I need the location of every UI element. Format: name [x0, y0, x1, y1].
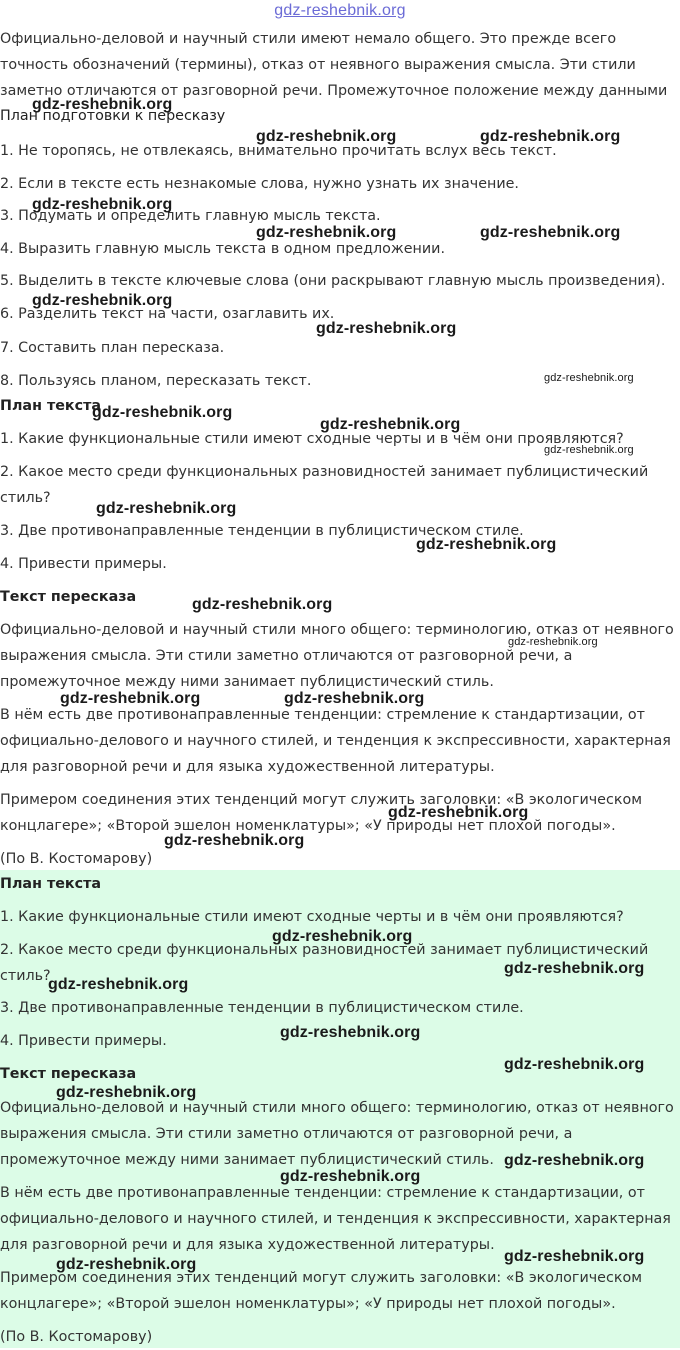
prep-plan-item: 3. Подумать и определить главную мысль текста.	[0, 208, 381, 224]
answer-plan-item: 1. Какие функциональные стили имеют сходные черты и в чём они проявляются?	[0, 909, 624, 925]
watermark: gdz-reshebnik.org	[96, 500, 237, 517]
prep-plan-item: 7. Составить план пересказа.	[0, 340, 225, 356]
retelling-title: Текст пересказа	[0, 589, 137, 605]
watermark: gdz-reshebnik.org	[32, 292, 173, 309]
watermark: gdz-reshebnik.org	[504, 960, 645, 977]
answer-plan-item: 4. Привести примеры.	[0, 1033, 167, 1049]
watermark: gdz-reshebnik.org	[316, 320, 457, 337]
text-plan-title: План текста	[0, 398, 102, 414]
watermark: gdz-reshebnik.org	[284, 690, 425, 707]
watermark: gdz-reshebnik.org	[256, 128, 397, 145]
answer-paragraph: Официально-деловой и научный стили много общего: терминологию, отказ от неявного выражения смысла. Эти стили заметно отличаются от разговорной речи, а промежуточное между ними занимает публицистический стиль.	[0, 1100, 674, 1168]
text-plan-item: 4. Привести примеры.	[0, 556, 167, 572]
text-plan-item: 3. Две противонаправленные тенденции в публицистическом стиле.	[0, 523, 524, 539]
watermark: gdz-reshebnik.org	[480, 128, 621, 145]
prep-plan-item: 5. Выделить в тексте ключевые слова (они раскрывают главную мысль произведения).	[0, 273, 666, 289]
retelling-attribution: (По В. Костомарову)	[0, 851, 153, 867]
prep-plan-item: 8. Пользуясь планом, пересказать текст.	[0, 373, 312, 389]
watermark: gdz-reshebnik.org	[192, 596, 333, 613]
watermark: gdz-reshebnik.org	[48, 976, 189, 993]
retelling-paragraph: В нём есть две противонаправленные тенденции: стремление к стандартизации, от официально-делового и научного стилей, и тенденция к экспрессивности, характерная для разговорной речи и для языка художественной литературы.	[0, 707, 671, 775]
watermark: gdz-reshebnik.org	[504, 1248, 645, 1265]
text-plan-item: 2. Какое место среди функциональных разновидностей занимает публицистический стиль?	[0, 464, 649, 506]
watermark: gdz-reshebnik.org	[164, 832, 305, 849]
watermark: gdz-reshebnik.org	[32, 96, 173, 113]
watermark: gdz-reshebnik.org	[32, 196, 173, 213]
text-plan-item: 1. Какие функциональные стили имеют сходные черты и в чём они проявляются?	[0, 431, 624, 447]
prep-plan-item: 2. Если в тексте есть незнакомые слова, нужно узнать их значение.	[0, 176, 519, 192]
watermark: gdz-reshebnik.org	[280, 1168, 421, 1185]
watermark: gdz-reshebnik.org	[508, 636, 598, 648]
answer-paragraph: Примером соединения этих тенденций могут служить заголовки: «В экологическом концлагере»; «Второй эшелон номенклатуры»; «У природы нет плохой погоды».	[0, 1270, 643, 1312]
watermark: gdz-reshebnik.org	[544, 372, 634, 384]
watermark: gdz-reshebnik.org	[480, 224, 621, 241]
intro-paragraph: Официально-деловой и научный стили имеют немало общего. Это прежде всего точность обозначений (термины), отказ от неявного выражения смысла. Эти стили заметно отличаются от разговорной речи. Промежуточное положение между данными	[0, 31, 668, 99]
watermark: gdz-reshebnik.org	[544, 444, 634, 456]
watermark: gdz-reshebnik.org	[388, 804, 529, 821]
answer-attribution: (По В. Костомарову)	[0, 1329, 153, 1345]
watermark: gdz-reshebnik.org	[320, 416, 461, 433]
watermark: gdz-reshebnik.org	[504, 1152, 645, 1169]
watermark: gdz-reshebnik.org	[60, 690, 201, 707]
prep-plan-item: 1. Не торопясь, не отвлекаясь, внимательно прочитать вслух весь текст.	[0, 143, 557, 159]
prep-plan-title: План подготовки к пересказу	[0, 108, 226, 124]
watermark: gdz-reshebnik.org	[256, 224, 397, 241]
watermark: gdz-reshebnik.org	[92, 404, 233, 421]
answer-paragraph: В нём есть две противонаправленные тенденции: стремление к стандартизации, от официально-делового и научного стилей, и тенденция к экспрессивности, характерная для разговорной речи и для языка художественной литературы.	[0, 1185, 671, 1253]
watermark: gdz-reshebnik.org	[416, 536, 557, 553]
watermark: gdz-reshebnik.org	[56, 1084, 197, 1101]
watermark: gdz-reshebnik.org	[504, 1056, 645, 1073]
answer-plan-item: 2. Какое место среди функциональных разновидностей занимает публицистический стиль?	[0, 942, 649, 984]
watermark: gdz-reshebnik.org	[272, 928, 413, 945]
answer-plan-title: План текста	[0, 876, 102, 892]
answer-retelling-title: Текст пересказа	[0, 1066, 137, 1082]
watermark: gdz-reshebnik.org	[280, 1024, 421, 1041]
retelling-paragraph: Официально-деловой и научный стили много общего: терминологию, отказ от неявного выражения смысла. Эти стили заметно отличаются от разговорной речи, а промежуточное между ними занимает публицистический стиль.	[0, 622, 674, 690]
prep-plan-item: 4. Выразить главную мысль текста в одном предложении.	[0, 241, 445, 257]
answer-plan-item: 3. Две противонаправленные тенденции в публицистическом стиле.	[0, 1000, 524, 1016]
retelling-paragraph: Примером соединения этих тенденций могут служить заголовки: «В экологическом концлагере»; «Второй эшелон номенклатуры»; «У природы нет плохой погоды».	[0, 792, 643, 834]
site-link[interactable]: gdz-reshebnik.org	[274, 2, 406, 19]
prep-plan-item: 6. Разделить текст на части, озаглавить их.	[0, 306, 335, 322]
watermark: gdz-reshebnik.org	[56, 1256, 197, 1273]
